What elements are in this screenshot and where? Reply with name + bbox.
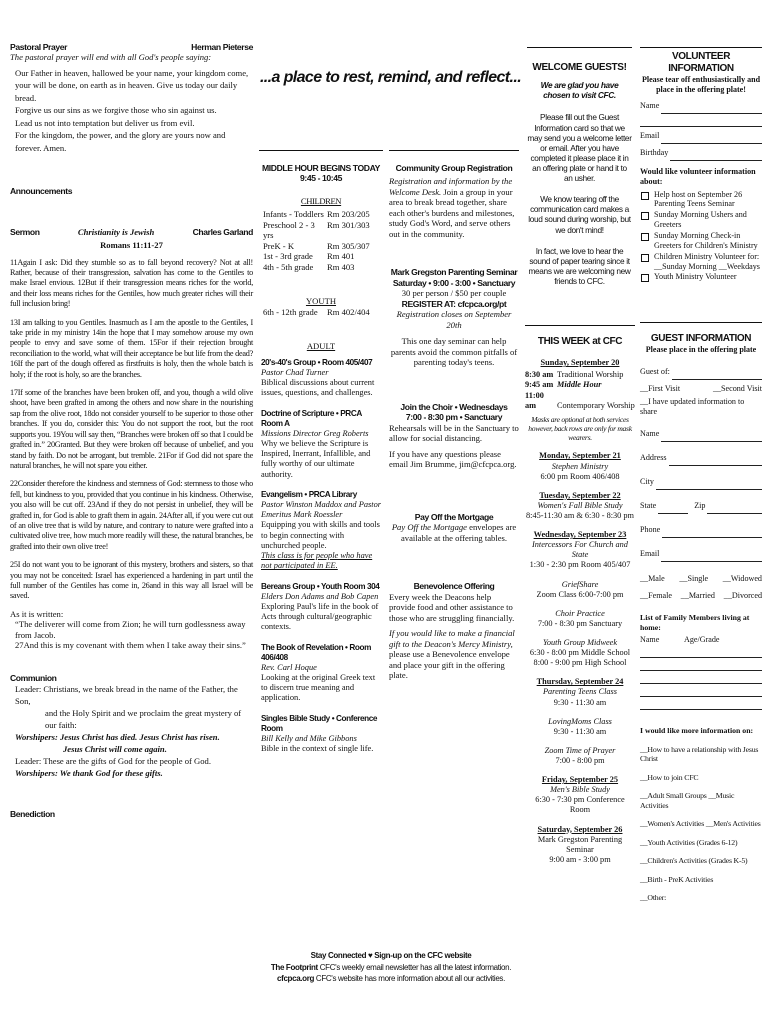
this-week-heading: THIS WEEK at CFC <box>537 336 623 347</box>
volunteer-email-field[interactable] <box>661 131 762 144</box>
thursday-item-detail: 7:00 - 8:00 pm <box>555 756 605 765</box>
volunteer-heading: VOLUNTEER INFORMATION <box>668 51 734 75</box>
tuesday-label: Tuesday, September 22 <box>539 490 621 500</box>
communion-worshipers-2: Worshipers: We thank God for these gifts. <box>15 768 163 779</box>
volunteer-email-label: Email <box>640 130 660 140</box>
more-info-option[interactable]: __Children's Activities (Grades K-5) <box>640 856 748 866</box>
sunday-desc: Traditional Worship <box>557 370 624 380</box>
children-group: 4th - 5th grade <box>263 261 314 272</box>
as-it-is-written: As it is written: <box>10 608 64 619</box>
scripture-paragraph: 25I do not want you to be ignorant of this mystery, brothers and sisters, so that you may not be conceited: Israel has experienced a hardening in part until the full number of the Gentiles has come in, 26and in this way all Israel will be saved. <box>10 560 253 601</box>
friday-name: Men's Bible Study <box>550 785 610 795</box>
volunteer-option[interactable] <box>640 190 762 210</box>
family-name-label: Name <box>640 635 660 645</box>
sunday-desc: Middle Hour <box>557 380 602 390</box>
friday-label: Friday, September 25 <box>541 775 619 785</box>
adult-class-desc: Equipping you with skills and tools to begin connecting with unchurched people. <box>261 520 380 550</box>
checkbox[interactable] <box>641 274 649 282</box>
gregston-text: This one day seminar can help parents avoid the common pitfalls of parenting today's teens. <box>390 336 518 368</box>
volunteer-name-field[interactable] <box>661 101 762 114</box>
tagline: ...a place to rest, remind, and reflect... <box>259 69 522 86</box>
choir-questions: If you have any questions please email Jim Brumme, jim@cfcpca.org. <box>389 448 517 470</box>
adult-class-desc: Biblical discussions about current issues, questions, and challenges. <box>261 378 375 398</box>
volunteer-form <box>640 47 762 283</box>
volunteer-option-label: Children Ministry Volunteer for: __Sunday Morning __Weekdays <box>654 251 760 271</box>
friday-detail: 6:30 - 7:30 pm Conference Room <box>535 795 625 815</box>
children-room-row <box>263 220 383 241</box>
guest-address-field[interactable] <box>669 453 762 466</box>
marital-status-option[interactable]: __Widowed <box>722 573 762 583</box>
footer-footprint: The Footprint <box>270 962 318 972</box>
choir-heading-2: 7:00 - 8:30 pm • Sanctuary <box>405 412 503 423</box>
children-room-row <box>263 241 383 251</box>
children-room: Rm 301/303 <box>327 219 370 230</box>
lords-prayer <box>15 67 253 154</box>
guest-name-field[interactable] <box>661 429 762 442</box>
thursday-item <box>525 717 635 737</box>
adult-class <box>261 490 383 572</box>
guest-sub: Please place in the offering plate <box>645 345 757 355</box>
announcements-heading: Announcements <box>10 186 73 197</box>
lords-prayer-line: Lead us not into temptation but deliver us from evil. <box>15 117 195 128</box>
youth-room: Rm 402/404 <box>327 306 370 317</box>
volunteer-option[interactable] <box>640 252 762 272</box>
sunday-label: Sunday, September 20 <box>540 358 620 368</box>
children-room-row <box>263 209 383 219</box>
adult-heading: ADULT <box>306 341 336 352</box>
adult-class-list <box>261 358 383 754</box>
pastoral-prayer-author: Herman Pieterse <box>191 42 253 52</box>
benevolence-text: Every week the Deacons help provide food and other assistance to those who are struggling financially. <box>389 591 515 623</box>
adult-class-desc: Why we believe the Scripture is Inspired, Inerrant, Infallible, and fully worthy of our ultimate authority. <box>261 438 371 479</box>
children-room-row <box>263 262 383 272</box>
thursday-item <box>525 687 635 707</box>
more-info-option[interactable]: __Women's Activities __Men's Activities <box>640 819 761 829</box>
first-visit-option[interactable]: __First Visit <box>640 383 681 393</box>
wednesday-label: Wednesday, September 23 <box>533 530 627 540</box>
middle-hour-column <box>259 150 383 754</box>
thursday-item-name: LovingMoms Class <box>548 716 612 726</box>
marital-status-option[interactable]: __Married <box>680 591 715 601</box>
lords-prayer-line: For the kingdom, the power, and the glory are yours now and forever. Amen. <box>15 130 226 153</box>
sunday-time: 9:45 am <box>525 380 554 390</box>
adult-class-title: Singles Bible Study • Conference Room <box>261 713 378 733</box>
monday-detail: 6:00 pm Room 406/408 <box>540 471 620 481</box>
benevolence-italic: If you would like to make a financial gift to the Deacon's Mercy Ministry, <box>389 628 515 649</box>
family-line-1[interactable] <box>640 645 762 658</box>
footer-line-2: CFC's weekly email newsletter has all the latest information. <box>317 962 512 972</box>
children-room: Rm 203/205 <box>327 209 370 220</box>
choir-text: Rehearsals will be in the Sanctuary to allow for social distancing. <box>389 422 519 444</box>
thursday-item-name: Parenting Teens Class <box>542 687 618 697</box>
adult-class-note: This class is for people who have not participated in EE. <box>261 551 373 571</box>
youth-heading: YOUTH <box>305 296 337 307</box>
gregston-heading-2: Saturday • 9:00 - 3:00 • Sanctuary <box>392 277 516 288</box>
gregston-heading-1: Mark Gregston Parenting Seminar <box>390 267 518 278</box>
choir-practice-detail: 7:00 - 8:30 pm Sanctuary <box>537 618 623 628</box>
sermon-heading: Sermon <box>10 226 40 237</box>
children-heading: CHILDREN <box>300 195 342 206</box>
more-info-option[interactable]: __Other: <box>640 893 667 903</box>
mortgage-text-2: envelopes are available at the offering tables. <box>400 522 517 543</box>
choir-heading-1: Join the Choir • Wednesdays <box>400 401 508 412</box>
adult-class-title: The Book of Revelation • Room 406/408 <box>261 642 371 662</box>
quote-line-1: “The deliverer will come from Zion; he will turn godlessness away from Jacob. <box>15 619 246 640</box>
guest-email-label: Email <box>640 548 660 558</box>
lords-prayer-line: your will be done, on earth as in heaven. Give us today our daily bread. <box>15 80 238 103</box>
volunteer-birthday-label: Birthday <box>640 147 669 157</box>
adult-class <box>261 358 383 399</box>
children-room: Rm 305/307 <box>327 240 370 251</box>
volunteer-sub: Please tear off enthusiastically and place in the offering plate! <box>641 75 761 95</box>
sunday-schedule <box>525 370 635 410</box>
gregston-price: 30 per person / $50 per couple <box>401 288 507 299</box>
saturday-detail: 9:00 am - 3:00 pm <box>549 854 611 864</box>
second-visit-option[interactable]: __Second Visit <box>712 383 762 393</box>
guest-state-field[interactable] <box>658 501 688 514</box>
adult-class-title: 20's-40's Group • Room 405/407 <box>261 357 373 367</box>
children-group: 1st - 3rd grade <box>263 251 313 262</box>
adult-class-leader: Pastor Winston Maddox and Pastor Emeritus Mark Roessler <box>261 499 382 520</box>
saturday-name: Mark Gregston Parenting Seminar <box>537 834 623 854</box>
communion-leader-2: Leader: These are the gifts of God for the people of God. <box>15 756 211 767</box>
scripture-paragraph: 11Again I ask: Did they stumble so as to fall beyond recovery? Not at all! Rather, because of their transgression, salvation has come to the Gentiles to make Israel envious. 12But if their transgression means riches for the world, and their loss means riches for the Gentiles, how much greater riches will their full inclusion bring! <box>10 257 253 309</box>
guest-of-field[interactable] <box>672 367 762 380</box>
scripture-paragraph: 22Consider therefore the kindness and sternness of God: sternness to those who fell, but kindness to you, provided that you continue in his kindness. Otherwise, you also will be cut off. 23And if they do not persist in unbelief, they will be grafted in, for God is able to graft them in again. 24After all, if you were cut out of an olive tree that is wild by nature, and contrary to nature were grafted into a cultivated olive tree, how much more readily will these, the natural branches, be grafted into their own olive tree! <box>10 479 253 551</box>
more-info-option[interactable]: __Adult Small Groups __Music Activities <box>640 791 735 810</box>
communion-heading: Communion <box>10 672 57 683</box>
footer-line-1: Stay Connected ♥ Sign-up on the CFC website <box>310 951 472 960</box>
communion-worshipers-1: Worshipers: Jesus Christ has died. Jesus Christ has risen. <box>15 732 220 743</box>
welcome-para-2: We know tearing off the communication card makes a loud sound during worship, but we don't mind! <box>528 194 631 235</box>
guest-heading: GUEST INFORMATION <box>650 333 752 344</box>
worship-order-column <box>10 42 253 820</box>
adult-class <box>261 714 383 755</box>
griefshare-name: GriefShare <box>561 579 599 589</box>
sunday-item <box>525 380 635 390</box>
thursday-label: Thursday, September 24 <box>536 677 624 687</box>
adult-class-title: Bereans Group • Youth Room 304 <box>261 581 380 591</box>
guest-state-label: State <box>640 500 657 510</box>
volunteer-option-label: Youth Ministry Volunteer <box>654 272 737 282</box>
middle-hour-time: 9:45 - 10:45 <box>299 173 343 184</box>
guest-address-label: Address <box>640 452 667 462</box>
more-info-option[interactable]: __How to have a relationship with Jesus Christ <box>640 744 759 764</box>
children-group: Infants - Toddlers <box>263 209 324 220</box>
thursday-item-name: Zoom Time of Prayer <box>544 745 616 755</box>
adult-class-leader: Missions Director Greg Roberts <box>261 428 369 438</box>
children-group: Preschool 2 - 3 yrs <box>263 219 315 241</box>
more-info-option[interactable]: __How to join CFC <box>640 772 699 782</box>
volunteer-name-line-2[interactable] <box>640 114 762 127</box>
volunteer-option[interactable] <box>640 272 762 282</box>
thursday-item-detail: 9:30 - 11:30 am <box>553 726 607 736</box>
adult-class-title: Doctrine of Scripture • PRCA Room A <box>261 408 362 428</box>
children-room: Rm 401 <box>327 251 355 262</box>
marital-status-option[interactable]: __Divorced <box>723 591 762 601</box>
children-room-list <box>263 209 383 272</box>
sunday-time: 11:00 am <box>525 390 544 410</box>
children-room-row <box>263 251 383 261</box>
footer-line-3: CFC's website has more information about all our activities. <box>314 974 505 984</box>
guest-zip-field[interactable] <box>707 501 762 514</box>
youth-midweek-detail-2: 8:00 - 9:00 pm High School <box>533 658 627 668</box>
gregston-closes: Registration closes on September 20th <box>396 309 512 330</box>
community-italic: Registration and information by the Welcome Desk. <box>389 176 513 197</box>
guest-city-label: City <box>640 476 654 486</box>
guest-zip-label: Zip <box>694 500 706 510</box>
checkbox[interactable] <box>641 212 649 220</box>
checkbox[interactable] <box>641 233 649 241</box>
sermon-reference: Romans 11:11-27 <box>100 240 163 251</box>
benevolence-text-2: please use a Benevolence envelope and place your gift in the offering plate. <box>389 649 510 680</box>
sermon-title: Christianity is Jewish <box>77 226 155 237</box>
griefshare-detail: Zoom Class 6:00-7:00 pm <box>536 589 624 599</box>
wednesday-name: Intercessors For Church and State <box>532 540 628 560</box>
children-room: Rm 403 <box>327 261 355 272</box>
mortgage-heading: Pay Off the Mortgage <box>414 511 494 522</box>
guest-phone-field[interactable] <box>662 525 762 538</box>
sunday-time: 8:30 am <box>525 370 554 380</box>
youth-midweek-detail-1: 6:30 - 8:00 pm Middle School <box>529 648 631 658</box>
welcome-heading: WELCOME GUESTS! <box>532 62 627 73</box>
adult-class <box>261 582 383 633</box>
communion-leader-1: Leader: Christians, we break bread in the name of the Father, the Son, <box>15 684 238 707</box>
community-text: Join a group in your area to break bread together, share each other's burdens and milestones, study God's Word, and serve others out in the community. <box>389 186 515 239</box>
adult-class <box>261 643 383 704</box>
adult-class-desc: Exploring Paul's life in the book of Acts through cultural/geographic contexts. <box>261 601 379 632</box>
family-age-label: Age/Grade <box>684 635 720 645</box>
guest-email-field[interactable] <box>661 549 762 562</box>
community-heading: Community Group Registration <box>395 163 513 173</box>
lords-prayer-line: Our Father in heaven, hallowed be your name, your kingdom come, <box>15 67 249 78</box>
sunday-desc: Contemporary Worship <box>557 400 635 410</box>
updated-info-option[interactable]: __I have updated information to share <box>640 396 745 416</box>
marital-status-option[interactable]: __Female <box>640 591 672 601</box>
scripture-paragraph: 13I am talking to you Gentiles. Inasmuch as I am the apostle to the Gentiles, I take pride in my ministry 14in the hope that I may somehow arouse my own people to envy and save some of them. 15For if their rejection brought reconciliation to the world, what will their acceptance be but life from the dead? 16If the part of the dough offered as firstfruits is holy, then the whole batch is holy; if the root is holy, so are the branches. <box>10 317 253 379</box>
adult-class <box>261 409 383 480</box>
mortgage-text-1: Pay Off the Mortgage <box>391 522 467 533</box>
sermon-preacher: Charles Garland <box>192 226 253 237</box>
guest-city-field[interactable] <box>656 477 762 490</box>
volunteer-options <box>640 190 762 283</box>
more-info-heading: I would like more information on: <box>640 726 754 736</box>
children-group: PreK - K <box>263 240 295 251</box>
marital-status-row-2 <box>640 591 762 601</box>
family-line-5[interactable] <box>640 697 762 710</box>
masks-note: Masks are optional at both services however, back rows are only for mask wearers. <box>528 414 632 443</box>
adult-class-leader: Elders Don Adams and Bob Capen <box>261 591 379 601</box>
welcome-para-3: In fact, we love to hear the sound of paper tearing since it means we are welcoming new friends to CFC. <box>528 245 631 286</box>
volunteer-option-label: Sunday Morning Check-in Greeters for Children's Ministry <box>654 231 758 250</box>
wednesday-detail: 1:30 - 2:30 pm Room 405/407 <box>529 560 631 570</box>
tuesday-detail: 8:45-11:30 am & 6:30 - 8:30 pm <box>525 511 634 521</box>
volunteer-option-label: Sunday Morning Ushers and Greeters <box>654 210 747 230</box>
adult-class-desc: Looking at the original Greek text to discern true meaning and application. <box>261 672 376 703</box>
youth-group: 6th - 12th grade <box>263 306 318 317</box>
welcome-subheading: We are glad you have chosen to visit CFC. <box>540 80 619 101</box>
more-info-option[interactable]: __Birth - PreK Activities <box>640 874 714 884</box>
guest-information-form <box>640 322 762 903</box>
adult-class-leader: Bill Kelly and Mike Gibbons <box>261 733 357 743</box>
pastoral-prayer-note: The pastoral prayer will end with all God's people saying: <box>10 52 212 63</box>
sunday-item <box>525 391 635 411</box>
adult-class-desc: Bible in the context of single life. <box>261 743 374 753</box>
footer <box>262 950 520 985</box>
volunteer-name-label: Name <box>640 100 660 110</box>
benediction-heading: Benediction <box>10 809 55 820</box>
this-week-column <box>525 325 635 865</box>
quote-line-2: 27And this is my covenant with them when I take away their sins.” <box>15 640 246 651</box>
benevolence-heading: Benevolence Offering <box>413 581 495 592</box>
checkbox[interactable] <box>641 254 649 262</box>
thursday-item-detail: 9:30 - 11:30 am <box>553 697 607 707</box>
announcement-column <box>389 150 519 680</box>
marital-status-option[interactable]: __Male <box>640 573 665 583</box>
welcome-para-1: Please fill out the Guest Information card so that we may send you a welcome letter or email. After you have completed it please place it in an offering plate or hand it to an usher. <box>527 112 632 184</box>
thursday-item <box>525 746 635 766</box>
youth-midweek-name: Youth Group Midweek <box>542 638 618 648</box>
adult-class-leader: Rev. Carl Hoque <box>261 662 317 672</box>
volunteer-birthday-field[interactable] <box>670 148 762 161</box>
adult-class-leader: Pastor Chad Turner <box>261 367 329 377</box>
family-line-4[interactable] <box>640 684 762 697</box>
sunday-item <box>525 370 635 380</box>
lords-prayer-line: Forgive us our sins as we forgive those who sin against us. <box>15 105 217 116</box>
middle-hour-heading: MIDDLE HOUR BEGINS TODAY <box>262 163 380 173</box>
adult-class-title: Evangelism • PRCA Library <box>261 489 357 499</box>
pastoral-prayer-heading: Pastoral Prayer <box>10 42 68 52</box>
choir-practice-name: Choir Practice <box>555 608 605 618</box>
family-line-2[interactable] <box>640 658 762 671</box>
guest-phone-label: Phone <box>640 524 661 534</box>
checkbox[interactable] <box>641 192 649 200</box>
more-info-option[interactable]: __Youth Activities (Grades 6-12) <box>640 837 738 847</box>
guest-of-label: Guest of: <box>640 366 670 376</box>
communion-worshipers-1b: Jesus Christ will come again. <box>63 744 167 755</box>
family-heading: List of Family Members living at home: <box>640 613 750 632</box>
monday-name: Stephen Ministry <box>551 461 609 471</box>
monday-label: Monday, September 21 <box>539 451 621 461</box>
tuesday-name: Women's Fall Bible Study <box>537 500 623 510</box>
guest-name-label: Name <box>640 428 660 438</box>
gregston-register-link[interactable]: REGISTER AT: cfcpca.org/pt <box>401 298 507 309</box>
volunteer-option[interactable] <box>640 231 762 251</box>
marital-status-option[interactable]: __Single <box>679 573 709 583</box>
volunteer-option-label: Help host on September 26 Parenting Teens Seminar <box>654 189 743 209</box>
welcome-guests-box <box>527 47 632 286</box>
scripture-paragraph: 17If some of the branches have been broken off, and you, though a wild olive shoot, have been grafted in among the others and now share in the nourishing sap from the olive root, 18do not consider yourself to be superior to those other branches. If you do, consider this: You do not support the root, but the root supports you. 19You will say then, “Branches were broken off so that I could be grafted in.” 20Granted. But they were broken off because of unbelief, and you stand by faith. Do not be arrogant, but tremble. 21For if God did not spare the natural branches, he will not spare you either. <box>10 388 253 470</box>
more-info-list <box>640 745 762 903</box>
scripture-text <box>10 258 253 602</box>
saturday-label: Saturday, September 26 <box>537 824 623 834</box>
volunteer-option[interactable] <box>640 210 762 230</box>
thursday-schedule <box>525 687 635 766</box>
communion-leader-1b: and the Holy Spirit and we proclaim the great mystery of our faith: <box>45 708 242 731</box>
volunteer-would-like: Would like volunteer information about: <box>640 166 756 186</box>
marital-status-row-1 <box>640 574 762 584</box>
family-line-3[interactable] <box>640 671 762 684</box>
footer-website-link[interactable]: cfcpca.org <box>277 974 315 984</box>
